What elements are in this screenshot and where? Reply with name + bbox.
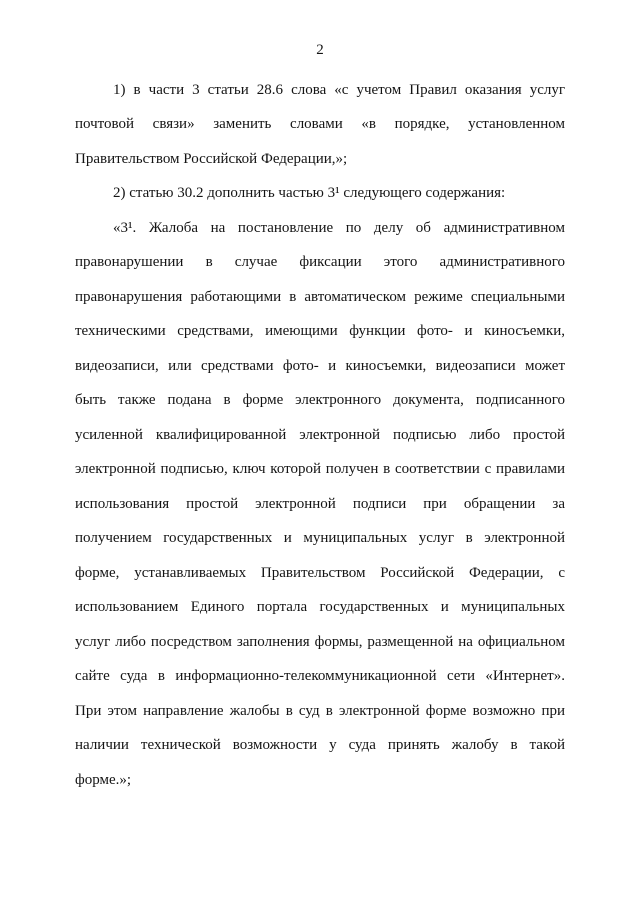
- text-line: наличии технической возможности у суда принять жалобу в такой: [75, 737, 565, 754]
- text-line: почтовой связи» заменить словами «в порядке, установленном: [75, 116, 565, 133]
- text-line: 1) в части 3 статьи 28.6 слова «с учетом Правил оказания услуг: [113, 81, 565, 98]
- text-line: электронной подписью, ключ которой получен в соответствии с правилами: [75, 461, 565, 478]
- text-line: использованием Единого портала государственных и муниципальных: [75, 599, 565, 616]
- page-number: 2: [316, 42, 324, 58]
- text-line: правонарушения работающими в автоматическом режиме специальными: [75, 288, 565, 305]
- text-line: 2) статью 30.2 дополнить частью 3¹ следующего содержания:: [113, 185, 506, 202]
- text-line: «3¹. Жалоба на постановление по делу об административном: [113, 219, 565, 236]
- paragraph-item-2: [75, 176, 565, 211]
- text-line: усиленной квалифицированной электронной подписью либо простой: [75, 426, 565, 443]
- text-line: использования простой электронной подписи при обращении за: [75, 495, 565, 512]
- text-line: видеозаписи, или средствами фото- и киносъемки, видеозаписи может: [75, 357, 565, 374]
- text-line: техническими средствами, имеющими функции фото- и киносъемки,: [75, 323, 565, 340]
- paragraph-quoted-amendment: [75, 211, 565, 798]
- text-line: услуг либо посредством заполнения формы, размещенной на официальном: [75, 633, 565, 650]
- text-line: получением государственных и муниципальных услуг в электронной: [75, 530, 565, 547]
- paragraph-item-1: [75, 73, 565, 177]
- text-line: форме, устанавливаемых Правительством Российской Федерации, с: [75, 564, 565, 581]
- text-line: сайте суда в информационно-телекоммуникационной сети «Интернет».: [75, 668, 565, 685]
- text-line: Правительством Российской Федерации,»;: [75, 150, 348, 167]
- document-body: [75, 73, 565, 798]
- text-line: форме.»;: [75, 771, 132, 788]
- text-line: правонарушении в случае фиксации этого административного: [75, 254, 565, 271]
- text-line: быть также подана в форме электронного документа, подписанного: [75, 392, 565, 409]
- text-line: При этом направление жалобы в суд в электронной форме возможно при: [75, 702, 565, 719]
